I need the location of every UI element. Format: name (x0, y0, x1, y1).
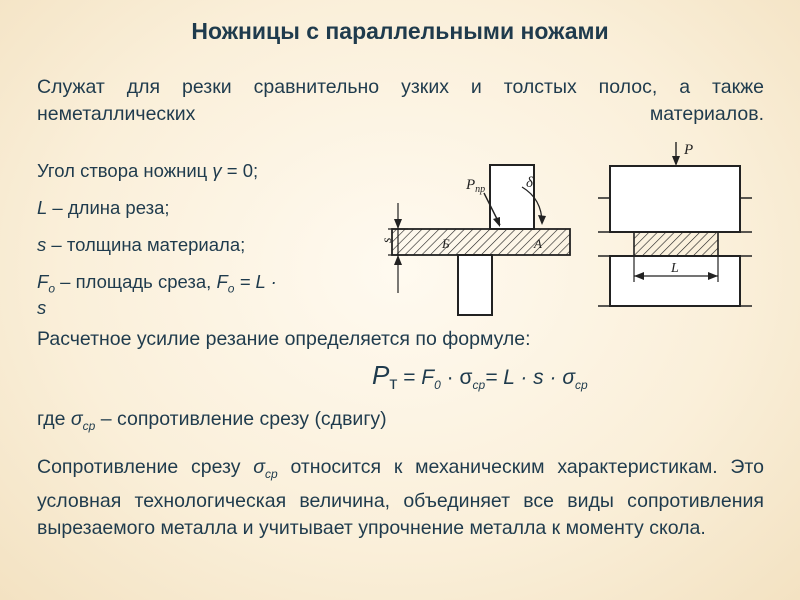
param-thickness: s – толщина материала; (37, 234, 246, 255)
param-angle: Угол створа ножниц γ = 0; (37, 160, 259, 181)
material-strip-side (634, 232, 718, 256)
slide-title: Ножницы с параллельными ножами (191, 18, 609, 44)
where-clause: где $\sigma_{ср}$ – сопротивление срезу (сдвигу) (37, 408, 387, 433)
length-label: L (671, 261, 679, 276)
param-area: $F_o$ – площадь среза, $F_o = L$ · s (37, 271, 277, 318)
diagram-right-side-view (590, 138, 770, 318)
resistance-paragraph: Сопротивление срезу $\sigma_{ср}$ относится к механическим характеристикам. Это условная технологическая величина, объединяет все виды сопротивления вырезаемого металла и учитывает упрочнение металла к моменту скола. (37, 456, 764, 539)
cutting-force-formula: $P_т = F_0 \cdot \sigma_{ср}= L \cdot s \cdot \sigma_{ср}$ (372, 360, 588, 394)
upper-knife-block (610, 166, 740, 232)
force-label-right: P (684, 142, 694, 158)
material-strip (392, 229, 570, 255)
parameter-list (37, 156, 362, 316)
point-b: Б (442, 236, 450, 251)
intro-paragraph: Служат для резки сравнительно узких и толстых полос, а также неметаллических материалов. (37, 76, 764, 125)
formula-intro: Расчетное усилие резание определяется по формуле: (37, 328, 531, 350)
thickness-label: s (380, 237, 395, 243)
lower-knife (458, 255, 492, 315)
angle-label: δ (526, 175, 533, 191)
force-label-left: $P_{пр}$ (466, 177, 486, 195)
param-length: L – длина реза; (37, 197, 170, 218)
point-a: А (534, 236, 542, 251)
diagram-left-knives (372, 143, 582, 328)
